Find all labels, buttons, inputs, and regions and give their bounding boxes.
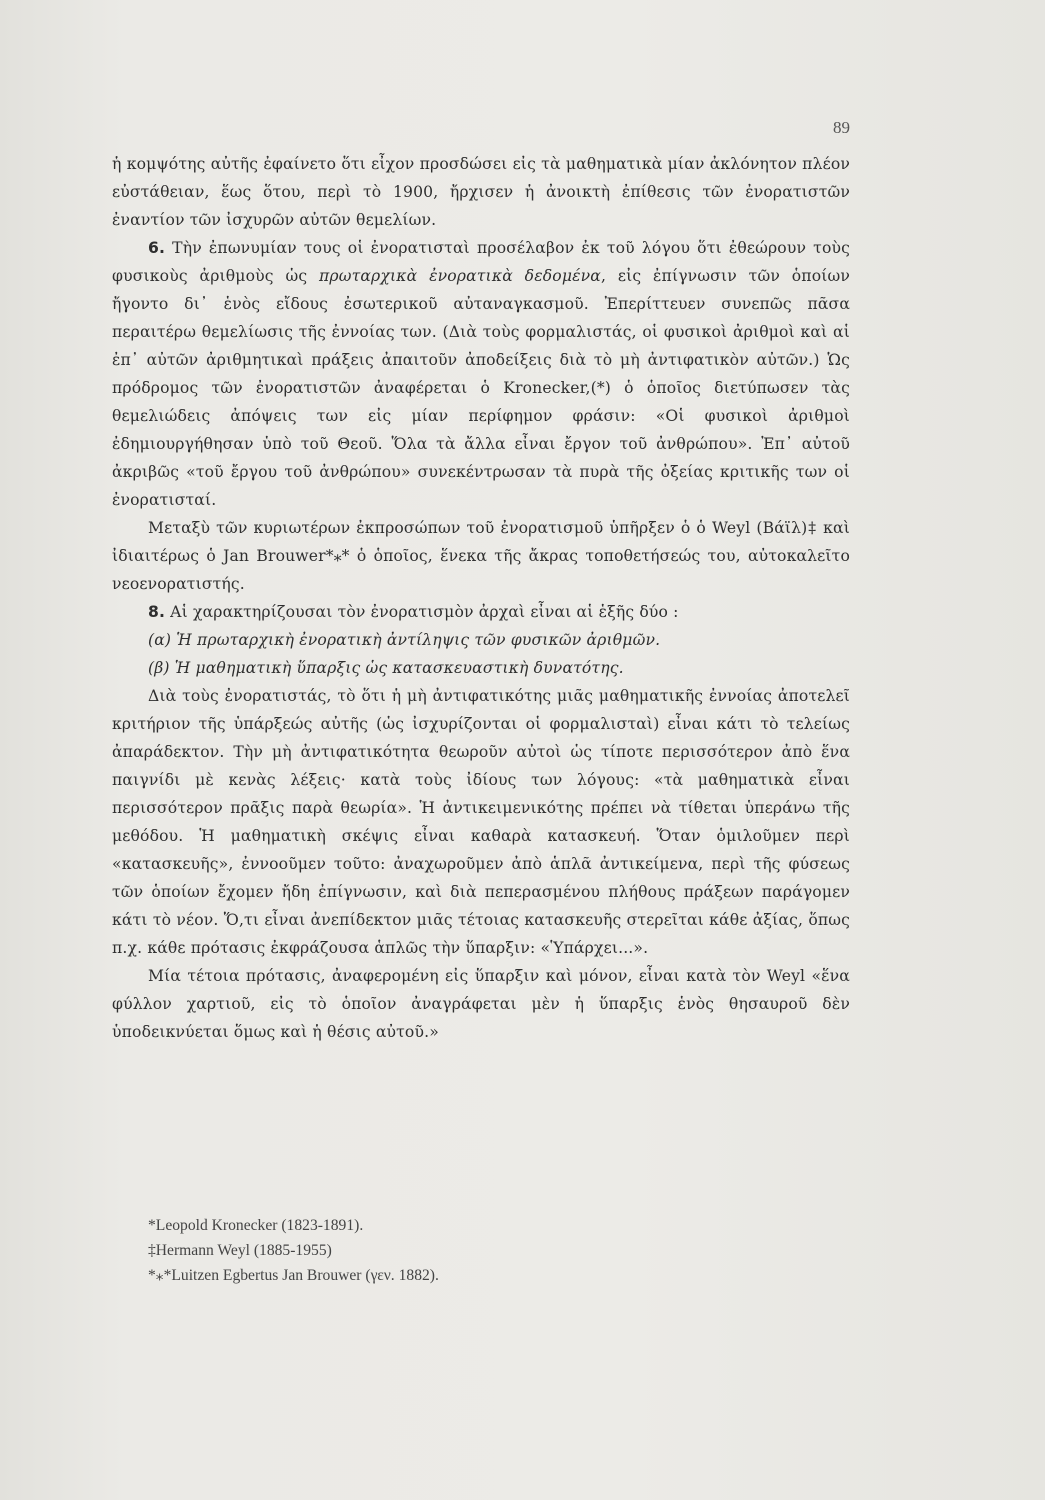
footnote-weyl: ‡Hermann Weyl (1885-1955) <box>148 1242 332 1259</box>
section-number: 6. <box>148 239 166 257</box>
paragraph-construction: Διὰ τοὺς ἐνορατιστάς, τὸ ὅτι ἡ μὴ ἀντιφατικότης μιᾶς μαθηματικῆς ἐννοίας ἀποτελεῖ κριτήριον τῆς ὑπάρξεώς αὐτῆς (ὡς ἰσχυρίζονται οἱ φορμαλισταὶ) εἶναι κάτι τὸ τελείως ἀπαράδεκτον. Τὴν μὴ ἀντιφατικότητα θεωροῦν αὐτοὶ ὡς τίποτε περισσότερον ἀπὸ ἕνα παιγνίδι μὲ κενὰς λέξεις· κατὰ τοὺς ἰδίους των λόγους: «τὰ μαθηματικὰ εἶναι περισσότερον πρᾶξις παρὰ θεωρία». Ἡ ἀντικειμενικότης πρέπει νὰ τίθεται ὑπεράνω τῆς μεθόδου. Ἡ μαθηματικὴ σκέψις εἶναι καθαρὰ κατασκευή. Ὅταν ὁμιλοῦμεν περὶ «κατασκευῆς», ἐννοοῦμεν τοῦτο: ἀναχωροῦμεν ἀπὸ ἁπλᾶ ἀντικείμενα, περὶ τῆς φύσεως τῶν ὁποίων ἔχομεν ἤδη ἐπίγνωσιν, καὶ διὰ πεπερασμένου πλήθους πράξεων παράγομεν κάτι τὸ νέον. Ὅ,τι εἶναι ἀνεπίδεκτον μιᾶς τέτοιας κατασκευῆς στερεῖται κάθε ἀξίας, ὅπως π.χ. κάθε πρότασις ἐκφράζουσα ἁπλῶς τὴν ὕπαρξιν: «Ὑπάρχει...». <box>112 687 850 957</box>
paragraph-8 <box>112 598 850 626</box>
section-number: 8. <box>148 603 166 621</box>
main-text <box>112 150 850 1046</box>
paragraph-1: ἡ κομψότης αὐτῆς ἐφαίνετο ὅτι εἶχον προσδώσει εἰς τὰ μαθηματικὰ μίαν ἀκλόνητον πλέον εὐστάθειαν, ἕως ὅτου, περὶ τὸ 1900, ἤρχισεν ἡ ἀνοικτὴ ἐπίθεσις τῶν ἐνορατιστῶν ἐναντίον τῶν ἰσχυρῶν αὐτῶν θεμελίων. <box>112 155 850 229</box>
paragraph-6-text-a: Τὴν ἐπωνυμίαν τους οἱ ἐνορατισταὶ προσέλαβον ἐκ τοῦ λόγου ὅτι ἐθεώρουν τοὺς φυσικοὺς ἀριθμοὺς ὡς <box>112 239 850 285</box>
principle-a: (α) Ἡ πρωταρχικὴ ἐνορατικὴ ἀντίληψις τῶν φυσικῶν ἀριθμῶν. <box>148 631 661 649</box>
footnote-brouwer: *⁎*Luitzen Egbertus Jan Brouwer (γεν. 1882). <box>148 1267 439 1284</box>
paragraph-8-text: Αἱ χαρακτηρίζουσαι τὸν ἐνορατισμὸν ἀρχαὶ εἶναι αἱ ἑξῆς δύο : <box>165 603 679 621</box>
paragraph-weyl-quote: Μία τέτοια πρότασις, ἀναφερομένη εἰς ὕπαρξιν καὶ μόνον, εἶναι κατὰ τὸν Weyl «ἕνα φύλλον χαρτιοῦ, εἰς τὸ ὁποῖον ἀναγράφεται μὲν ἡ ὕπαρξις ἑνὸς θησαυροῦ δὲν ὑποδεικνύεται ὅμως καὶ ἡ θέσις αὐτοῦ.» <box>112 967 850 1041</box>
paragraph-6 <box>112 234 850 514</box>
paragraph-6-emphasis: πρωταρχικὰ ἐνορατικὰ δεδομένα <box>319 267 601 285</box>
paragraph-representatives: Μεταξὺ τῶν κυριωτέρων ἐκπροσώπων τοῦ ἐνορατισμοῦ ὑπῆρξεν ὁ ὁ Weyl (Βάϊλ)‡ καὶ ἰδιαιτέρως ὁ Jan Brouwer*⁎* ὁ ὁποῖος, ἕνεκα τῆς ἄκρας τοποθετήσεώς του, αὐτοκαλεῖτο νεοενορατιστής. <box>112 519 850 593</box>
footnote-kronecker: *Leopold Kronecker (1823-1891). <box>148 1217 364 1234</box>
page-number: 89 <box>833 118 850 137</box>
footnotes <box>148 1213 848 1288</box>
paragraph-6-text-b: , εἰς ἐπίγνωσιν τῶν ὁποίων ἤγοντο δι᾽ ἑνὸς εἴδους ἐσωτερικοῦ αὐταναγκασμοῦ. Ἐπερίττευεν συνεπῶς πᾶσα περαιτέρω θεμελίωσις τῆς ἐννοίας των. (Διὰ τοὺς φορμαλιστάς, οἱ φυσικοὶ ἀριθμοὶ καὶ αἱ ἐπ᾽ αὐτῶν ἀριθμητικαὶ πράξεις ἀπαιτοῦν ἀποδείξεις διὰ τὸ μὴ ἀντιφατικὸν αὐτῶν.) Ὡς πρόδρομος τῶν ἐνορατιστῶν ἀναφέρεται ὁ Kronecker,(*) ὁ ὁποῖος διετύπωσεν τὰς θεμελιώδεις ἀπόψεις των εἰς μίαν περίφημον φράσιν: «Οἱ φυσικοὶ ἀριθμοὶ ἐδημιουργήθησαν ὑπὸ τοῦ Θεοῦ. Ὅλα τὰ ἄλλα εἶναι ἔργον τοῦ ἀνθρώπου». Ἐπ᾽ αὐτοῦ ἀκριβῶς «τοῦ ἔργου τοῦ ἀνθρώπου» συνεκέντρωσαν τὰ πυρὰ τῆς ὀξείας κριτικῆς των οἱ ἐνορατισταί. <box>112 267 850 509</box>
principle-b: (β) Ἡ μαθηματικὴ ὕπαρξις ὡς κατασκευαστικὴ δυνατότης. <box>148 659 624 677</box>
